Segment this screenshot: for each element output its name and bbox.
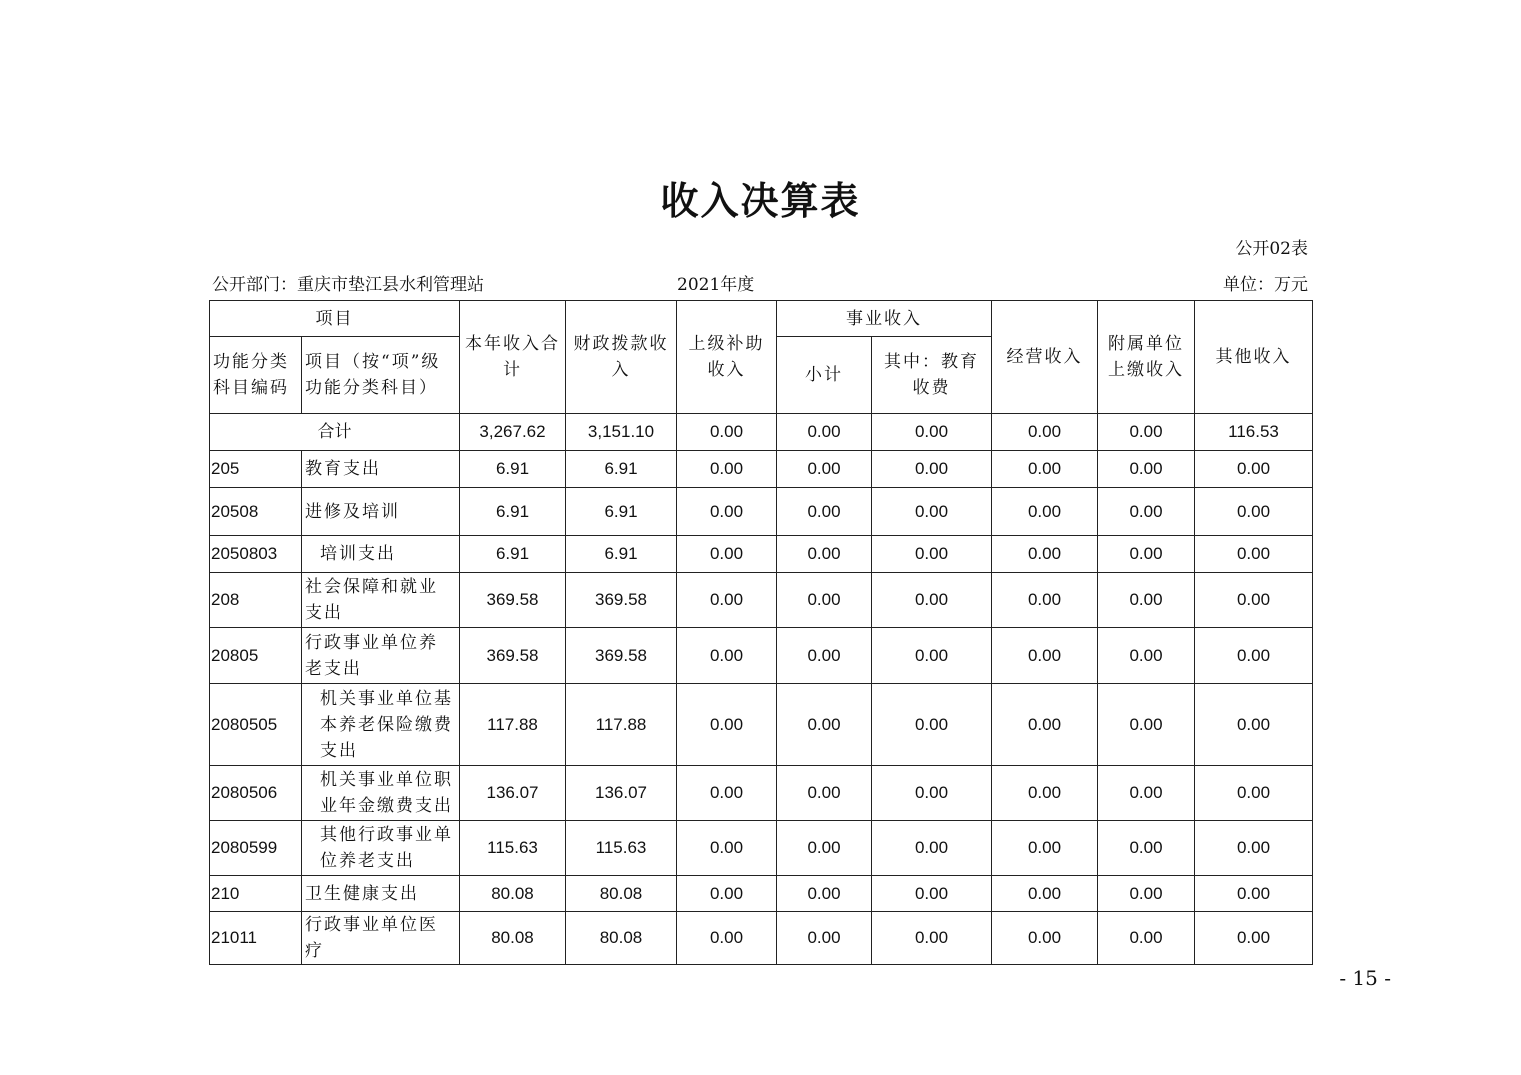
row-value: 0.00 (992, 536, 1098, 573)
row-name: 机关事业单位职业年金缴费支出 (302, 766, 460, 821)
row-name: 行政事业单位养老支出 (302, 628, 460, 684)
row-value: 0.00 (872, 488, 992, 536)
unit-label: 单位：万元 (1223, 275, 1308, 295)
table-number: 公开02表 (1235, 239, 1308, 259)
total-cell: 0.00 (677, 414, 777, 451)
row-value: 0.00 (677, 536, 777, 573)
row-value: 0.00 (1195, 536, 1313, 573)
row-value: 0.00 (777, 684, 872, 766)
row-value: 0.00 (1098, 451, 1195, 488)
row-value: 0.00 (1098, 876, 1195, 912)
row-value: 136.07 (460, 766, 566, 821)
row-value: 0.00 (1098, 684, 1195, 766)
row-value: 0.00 (777, 488, 872, 536)
row-name: 行政事业单位医疗 (302, 912, 460, 965)
row-value: 0.00 (872, 573, 992, 628)
row-value: 0.00 (872, 821, 992, 876)
row-code: 2080505 (210, 684, 302, 766)
row-value: 0.00 (992, 876, 1098, 912)
row-value: 6.91 (566, 488, 677, 536)
row-name: 机关事业单位基本养老保险缴费支出 (302, 684, 460, 766)
income-table (209, 300, 1313, 965)
row-value: 0.00 (992, 684, 1098, 766)
row-value: 117.88 (566, 684, 677, 766)
table-row (210, 488, 1313, 536)
row-code: 2050803 (210, 536, 302, 573)
row-value: 369.58 (460, 628, 566, 684)
row-value: 0.00 (1098, 821, 1195, 876)
row-value: 0.00 (777, 876, 872, 912)
row-value: 0.00 (1195, 573, 1313, 628)
row-value: 0.00 (1195, 684, 1313, 766)
row-value: 0.00 (872, 876, 992, 912)
row-value: 115.63 (460, 821, 566, 876)
table-row (210, 628, 1313, 684)
row-value: 0.00 (872, 628, 992, 684)
row-value: 0.00 (677, 628, 777, 684)
row-value: 0.00 (872, 536, 992, 573)
row-value: 0.00 (677, 488, 777, 536)
row-value: 0.00 (677, 451, 777, 488)
header-education: 其中：教育收费 (872, 337, 992, 414)
header-total: 本年收入合计 (460, 301, 566, 414)
row-value: 0.00 (777, 573, 872, 628)
row-value: 115.63 (566, 821, 677, 876)
row-value: 0.00 (1195, 766, 1313, 821)
header-subtotal: 小计 (777, 337, 872, 414)
header-code: 功能分类科目编码 (210, 337, 302, 414)
total-row (210, 414, 1313, 451)
row-value: 0.00 (677, 684, 777, 766)
row-value: 0.00 (677, 912, 777, 965)
row-value: 136.07 (566, 766, 677, 821)
table-row (210, 912, 1313, 965)
total-cell: 0.00 (777, 414, 872, 451)
fiscal-year: 2021年度 (677, 275, 755, 295)
row-value: 0.00 (1195, 821, 1313, 876)
row-value: 0.00 (1195, 876, 1313, 912)
row-name: 卫生健康支出 (302, 876, 460, 912)
row-value: 0.00 (777, 912, 872, 965)
total-cell: 116.53 (1195, 414, 1313, 451)
row-value: 0.00 (1195, 628, 1313, 684)
row-value: 0.00 (872, 684, 992, 766)
row-value: 0.00 (992, 488, 1098, 536)
table-row (210, 766, 1313, 821)
row-value: 0.00 (992, 573, 1098, 628)
row-value: 0.00 (777, 821, 872, 876)
row-value: 6.91 (460, 488, 566, 536)
table-row (210, 536, 1313, 573)
row-value: 0.00 (1195, 488, 1313, 536)
row-value: 0.00 (677, 573, 777, 628)
row-code: 208 (210, 573, 302, 628)
row-value: 6.91 (460, 451, 566, 488)
row-value: 0.00 (992, 451, 1098, 488)
row-value: 0.00 (777, 628, 872, 684)
row-value: 80.08 (460, 876, 566, 912)
row-code: 21011 (210, 912, 302, 965)
row-value: 0.00 (1195, 451, 1313, 488)
total-label: 合计 (210, 414, 460, 451)
page-title: 收入决算表 (660, 179, 861, 223)
row-value: 6.91 (566, 536, 677, 573)
table-row (210, 451, 1313, 488)
row-code: 2080599 (210, 821, 302, 876)
row-value: 369.58 (460, 573, 566, 628)
row-name: 其他行政事业单位养老支出 (302, 821, 460, 876)
row-value: 0.00 (872, 912, 992, 965)
row-value: 0.00 (1098, 912, 1195, 965)
total-cell: 0.00 (872, 414, 992, 451)
row-value: 0.00 (777, 536, 872, 573)
row-code: 20508 (210, 488, 302, 536)
row-value: 117.88 (460, 684, 566, 766)
row-value: 0.00 (1098, 536, 1195, 573)
header-operating: 经营收入 (992, 301, 1098, 414)
header-superior: 上级补助收入 (677, 301, 777, 414)
total-cell: 3,267.62 (460, 414, 566, 451)
row-value: 0.00 (992, 628, 1098, 684)
row-code: 2080506 (210, 766, 302, 821)
row-value: 0.00 (872, 766, 992, 821)
table-row (210, 821, 1313, 876)
header-name: 项目（按“项”级功能分类科目） (302, 337, 460, 414)
row-value: 0.00 (992, 766, 1098, 821)
row-value: 0.00 (992, 821, 1098, 876)
row-value: 0.00 (1098, 573, 1195, 628)
row-code: 205 (210, 451, 302, 488)
row-value: 369.58 (566, 628, 677, 684)
row-value: 369.58 (566, 573, 677, 628)
row-code: 20805 (210, 628, 302, 684)
row-value: 0.00 (1098, 488, 1195, 536)
row-value: 80.08 (460, 912, 566, 965)
row-value: 0.00 (677, 821, 777, 876)
page-number: - 15 - (1339, 966, 1391, 990)
total-cell: 0.00 (1098, 414, 1195, 451)
header-project: 项目 (210, 301, 460, 337)
row-value: 0.00 (777, 451, 872, 488)
total-cell: 3,151.10 (566, 414, 677, 451)
header-business: 事业收入 (777, 301, 992, 337)
row-name: 教育支出 (302, 451, 460, 488)
header-other: 其他收入 (1195, 301, 1313, 414)
row-value: 0.00 (1098, 766, 1195, 821)
row-value: 6.91 (460, 536, 566, 573)
table-row (210, 684, 1313, 766)
row-value: 0.00 (1098, 628, 1195, 684)
row-value: 0.00 (872, 451, 992, 488)
total-cell: 0.00 (992, 414, 1098, 451)
row-value: 0.00 (992, 912, 1098, 965)
table-row (210, 573, 1313, 628)
header-affiliated: 附属单位上缴收入 (1098, 301, 1195, 414)
row-value: 0.00 (677, 766, 777, 821)
row-name: 培训支出 (302, 536, 460, 573)
header-fiscal: 财政拨款收入 (566, 301, 677, 414)
row-value: 80.08 (566, 912, 677, 965)
row-value: 80.08 (566, 876, 677, 912)
table-row (210, 876, 1313, 912)
row-name: 社会保障和就业支出 (302, 573, 460, 628)
row-name: 进修及培训 (302, 488, 460, 536)
row-value: 6.91 (566, 451, 677, 488)
row-value: 0.00 (777, 766, 872, 821)
row-code: 210 (210, 876, 302, 912)
row-value: 0.00 (1195, 912, 1313, 965)
row-value: 0.00 (677, 876, 777, 912)
department-label: 公开部门：重庆市垫江县水利管理站 (212, 275, 484, 295)
